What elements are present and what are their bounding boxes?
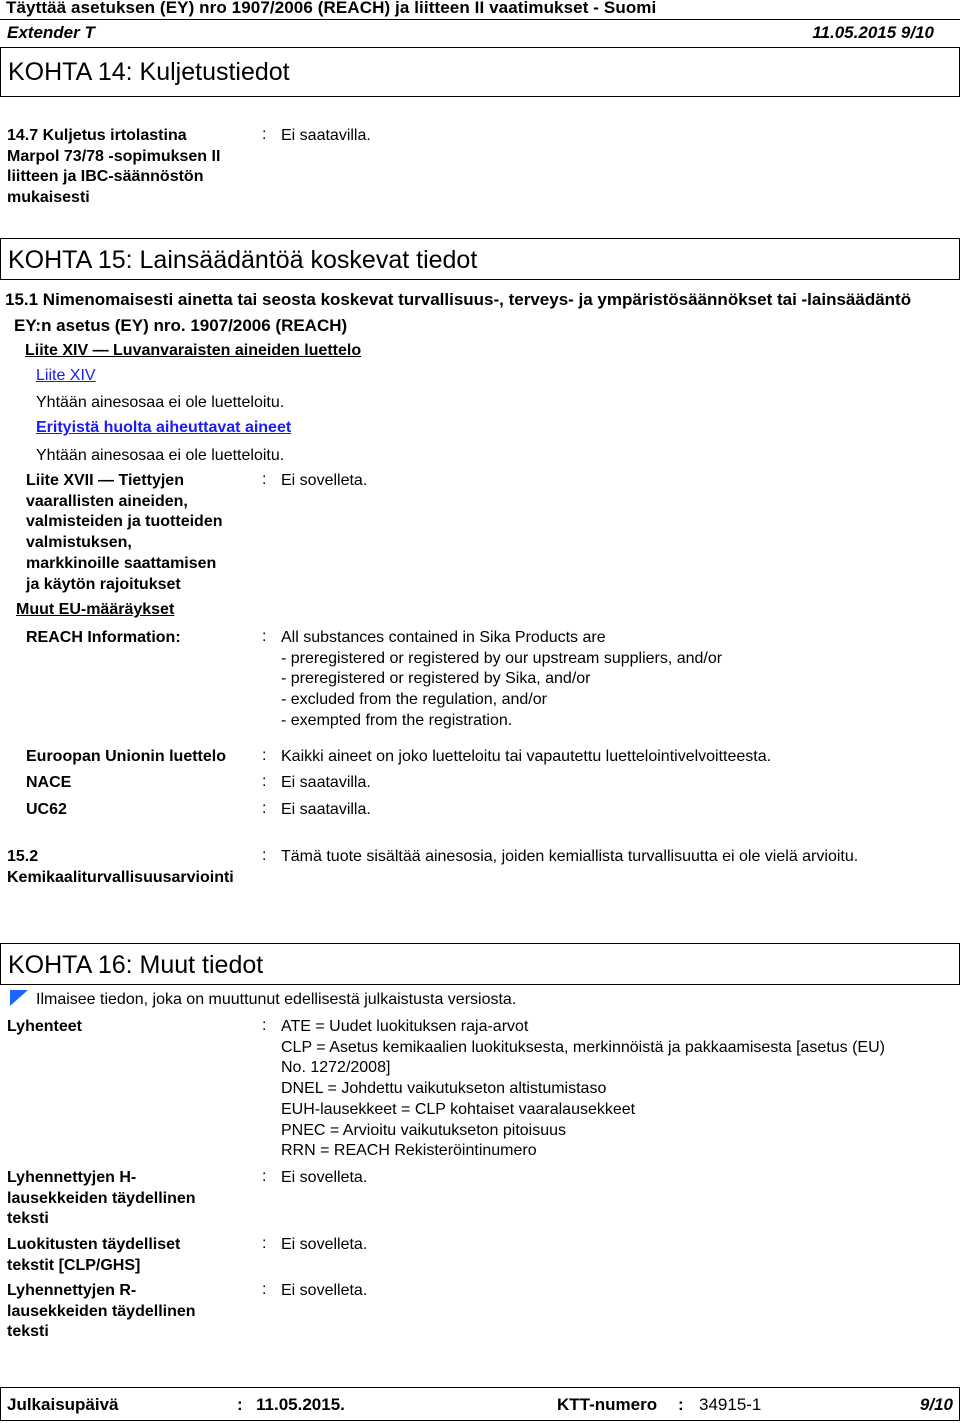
clp-texts-label: Luokitusten täydelliset tekstit [CLP/GHS] <box>7 1236 181 1274</box>
section-16-title-box <box>0 943 960 985</box>
r-phrases-label: Lyhennettyjen R- lausekkeiden täydellinen teksti <box>7 1282 196 1341</box>
section-15-title: KOHTA 15: Lainsäädäntöä koskevat tiedot <box>8 246 478 274</box>
ktt-number-label: KTT-numero <box>557 1395 658 1414</box>
colon: : <box>262 1281 267 1298</box>
nace-label: NACE <box>26 774 72 791</box>
colon: : <box>262 628 267 645</box>
section-16-title: KOHTA 16: Muut tiedot <box>8 951 264 979</box>
colon: : <box>262 1235 267 1252</box>
section-14-7-value: Ei saatavilla. <box>281 127 371 144</box>
section-15-2-label: 15.2 Kemikaaliturvallisuusarviointi <box>7 848 234 886</box>
change-note: Ilmaisee tiedon, joka on muuttunut edellisestä julkaistusta versiosta. <box>36 991 517 1008</box>
colon: : <box>678 1395 684 1414</box>
colon: : <box>262 1168 267 1185</box>
reach-info-value: All substances contained in Sika Products are - preregistered or registered by our upstream suppliers, and/or - preregistered or registered by Sika, and/or - excluded from the regulation, and/or - exempted from the registration. <box>281 629 723 729</box>
eu-inventory-value: Kaikki aineet on joko luetteloitu tai vapautettu luettelointivelvoitteesta. <box>281 748 772 765</box>
abbreviations-label: Lyhenteet <box>7 1018 82 1035</box>
reach-info-label: REACH Information: <box>26 629 181 646</box>
colon: : <box>262 126 267 143</box>
section-15-1-heading: 15.1 Nimenomaisesti ainetta tai seosta koskevat turvallisuus-, terveys- ja ympäristösäännökset tai -lainsäädäntö <box>5 290 912 309</box>
header-divider <box>0 19 960 20</box>
section-14-title: KOHTA 14: Kuljetustiedot <box>8 58 290 86</box>
abbreviations-list: ATE = Uudet luokituksen raja-arvot CLP = Asetus kemikaalien luokituksesta, merkinnöistä ja pakkaamisesta [asetus (EU) No. 1272/2008] DNEL = Johdettu vaikutukseton altistumistaso EUH-lausekkeet = CLP kohtaiset vaaralausekkeet PNEC = Arvioitu vaikutukseton pitoisuus RRN = REACH Rekisteröintinumero <box>281 1018 885 1160</box>
colon: : <box>237 1395 243 1414</box>
reach-heading: EY:n asetus (EY) nro. 1907/2006 (REACH) <box>14 316 348 335</box>
h-statements-label: Lyhennettyjen H- lausekkeiden täydellinen teksti <box>7 1169 196 1228</box>
svhc-link[interactable]: Erityistä huolta aiheuttavat aineet <box>36 419 292 436</box>
annex-xiv-link[interactable]: Liite XIV <box>36 367 96 384</box>
svhc-text: Yhtään ainesosaa ei ole luetteloitu. <box>36 447 285 464</box>
publication-date-value: 11.05.2015. <box>256 1395 345 1414</box>
publication-date-label: Julkaisupäivä <box>7 1395 119 1414</box>
clp-texts-value: Ei sovelleta. <box>281 1236 368 1253</box>
colon: : <box>262 747 267 764</box>
colon: : <box>262 773 267 790</box>
nace-value: Ei saatavilla. <box>281 774 371 791</box>
annex-xiv-heading: Liite XIV — Luvanvaraisten aineiden luettelo <box>25 342 362 359</box>
date-page: 11.05.2015 9/10 <box>812 23 934 42</box>
other-eu-heading: Muut EU-määräykset <box>16 601 175 618</box>
annex-xvii-value: Ei sovelleta. <box>281 472 368 489</box>
colon: : <box>262 471 267 488</box>
ktt-number-value: 34915-1 <box>699 1395 762 1414</box>
footer-box <box>0 1387 960 1421</box>
product-name: Extender T <box>7 23 95 42</box>
page-number: 9/10 <box>919 1395 953 1414</box>
annex-xiv-text: Yhtään ainesosaa ei ole luetteloitu. <box>36 394 285 411</box>
h-statements-value: Ei sovelleta. <box>281 1169 368 1186</box>
uc62-label: UC62 <box>26 801 67 818</box>
colon: : <box>262 847 267 864</box>
r-phrases-value: Ei sovelleta. <box>281 1282 368 1299</box>
uc62-value: Ei saatavilla. <box>281 801 371 818</box>
eu-inventory-label: Euroopan Unionin luettelo <box>26 748 226 765</box>
section-15-2-value: Tämä tuote sisältää ainesosia, joiden kemiallista turvallisuutta ei ole vielä arvioitu. <box>281 848 859 865</box>
section-14-title-box <box>0 47 960 97</box>
colon: : <box>262 800 267 817</box>
document-header-title: Täyttää asetuksen (EY) nro 1907/2006 (REACH) ja liitteen II vaatimukset - Suomi <box>6 0 657 17</box>
section-15-title-box <box>0 238 960 280</box>
colon: : <box>262 1017 267 1034</box>
change-marker-icon <box>10 990 28 1006</box>
annex-xvii-label: Liite XVII — Tiettyjen vaarallisten aineiden, valmisteiden ja tuotteiden valmistuksen, markkinoille saattamisen ja käytön rajoitukset <box>26 472 223 593</box>
section-14-7-label: 14.7 Kuljetus irtolastina Marpol 73/78 -sopimuksen II liitteen ja IBC-säännöstön mukaisesti <box>7 127 221 207</box>
